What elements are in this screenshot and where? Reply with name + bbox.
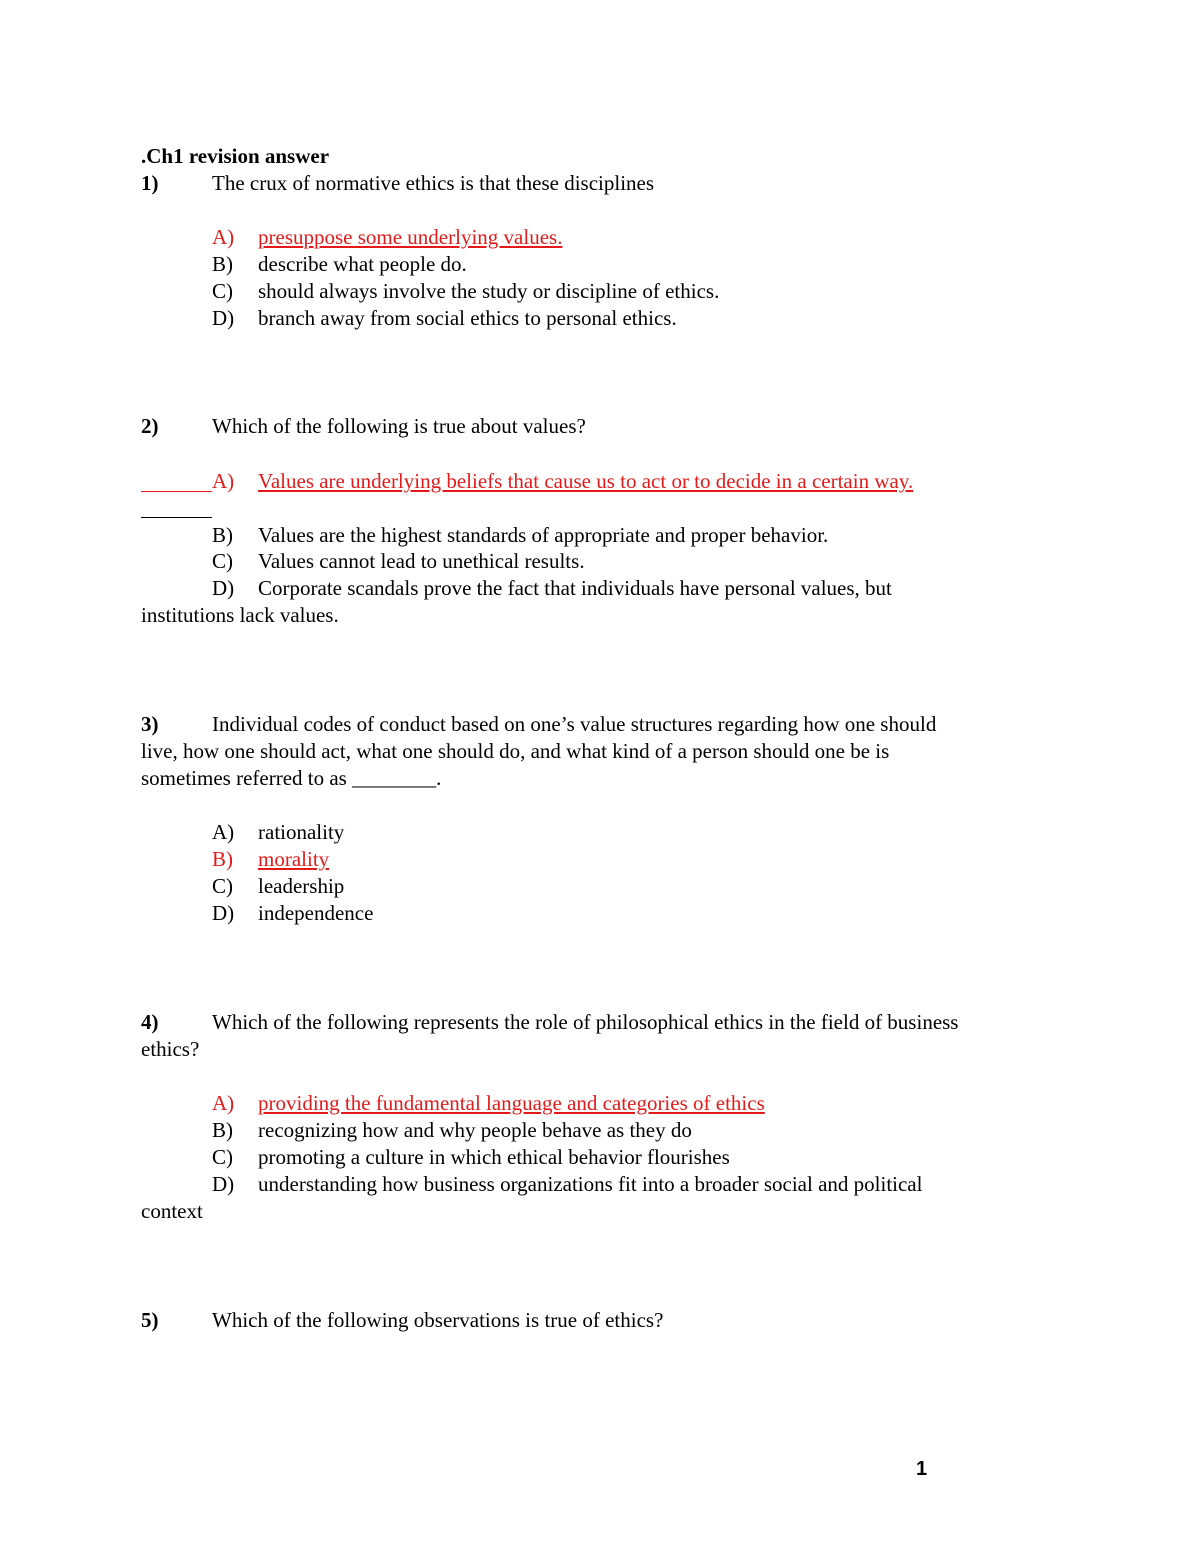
question-3-text-line-1: Individual codes of conduct based on one’s value structures regarding how one should (212, 712, 937, 736)
question-4-option-a (212, 1090, 765, 1117)
question-1-option-a (212, 224, 562, 251)
question-4-option-b (212, 1117, 692, 1144)
option-text: morality (258, 847, 330, 871)
option-letter: D) (212, 901, 235, 925)
question-1-option-d (212, 305, 677, 332)
question-5-number: 5) (141, 1308, 159, 1332)
question-1-option-c (212, 278, 719, 305)
question-3-number: 3) (141, 712, 159, 736)
option-text: providing the fundamental language and categories of ethics (258, 1091, 765, 1115)
option-text: Values cannot lead to unethical results. (258, 549, 585, 573)
option-letter: B) (212, 1118, 233, 1142)
question-4-option-d (212, 1171, 922, 1198)
page-number: 1 (916, 1458, 928, 1480)
question-3-option-d (212, 900, 373, 927)
question-1-number: 1) (141, 171, 159, 195)
question-5-text: Which of the following observations is true of ethics? (212, 1308, 664, 1332)
option-letter: D) (212, 306, 235, 330)
option-text: understanding how business organizations fit into a broader social and political (258, 1172, 923, 1196)
option-letter: D) (212, 576, 235, 600)
option-letter: A) (212, 469, 235, 493)
answer-underline-lead (141, 491, 212, 492)
question-4-option-d-continuation: context (141, 1199, 203, 1223)
option-letter: A) (212, 820, 235, 844)
option-text: Values are the highest standards of appropriate and proper behavior. (258, 523, 829, 547)
option-letter: C) (212, 279, 233, 303)
document-title: .Ch1 revision answer (141, 144, 330, 168)
option-text: presuppose some underlying values. (258, 225, 563, 249)
option-text: branch away from social ethics to personal ethics. (258, 306, 677, 330)
option-letter: A) (212, 225, 235, 249)
question-2-option-d (212, 575, 892, 602)
option-text: describe what people do. (258, 252, 467, 276)
question-4-text-line-1: Which of the following represents the role of philosophical ethics in the field of business (212, 1010, 959, 1034)
option-letter: C) (212, 874, 233, 898)
option-letter: C) (212, 1145, 233, 1169)
question-2-option-b (212, 522, 828, 549)
option-letter: B) (212, 252, 233, 276)
question-4-number: 4) (141, 1010, 159, 1034)
option-text: leadership (258, 874, 345, 898)
underline-blank (141, 517, 212, 518)
question-2-option-d-continuation: institutions lack values. (141, 603, 339, 627)
question-2-option-c (212, 548, 585, 575)
option-text: recognizing how and why people behave as they do (258, 1118, 692, 1142)
question-2-option-a (212, 468, 913, 495)
option-letter: B) (212, 847, 233, 871)
question-4-option-c (212, 1144, 730, 1171)
option-text: rationality (258, 820, 345, 844)
question-2-text: Which of the following is true about values? (212, 414, 586, 438)
option-text: promoting a culture in which ethical behavior flourishes (258, 1145, 730, 1169)
option-letter: B) (212, 523, 233, 547)
option-letter: C) (212, 549, 233, 573)
option-text: independence (258, 901, 374, 925)
question-3-option-a (212, 819, 344, 846)
option-letter: D) (212, 1172, 235, 1196)
question-2-number: 2) (141, 414, 159, 438)
question-3-text-line-2: live, how one should act, what one should do, and what kind of a person should one be is (141, 739, 890, 763)
question-3-text-line-3: sometimes referred to as ________. (141, 766, 442, 790)
option-text: should always involve the study or discipline of ethics. (258, 279, 720, 303)
option-text: Corporate scandals prove the fact that individuals have personal values, but (258, 576, 892, 600)
question-1-option-b (212, 251, 467, 278)
question-3-option-c (212, 873, 344, 900)
question-3-option-b (212, 846, 329, 873)
option-letter: A) (212, 1091, 235, 1115)
question-4-text-line-2: ethics? (141, 1037, 200, 1061)
question-1-text: The crux of normative ethics is that these disciplines (212, 171, 655, 195)
option-text: Values are underlying beliefs that cause us to act or to decide in a certain way. (258, 469, 914, 493)
